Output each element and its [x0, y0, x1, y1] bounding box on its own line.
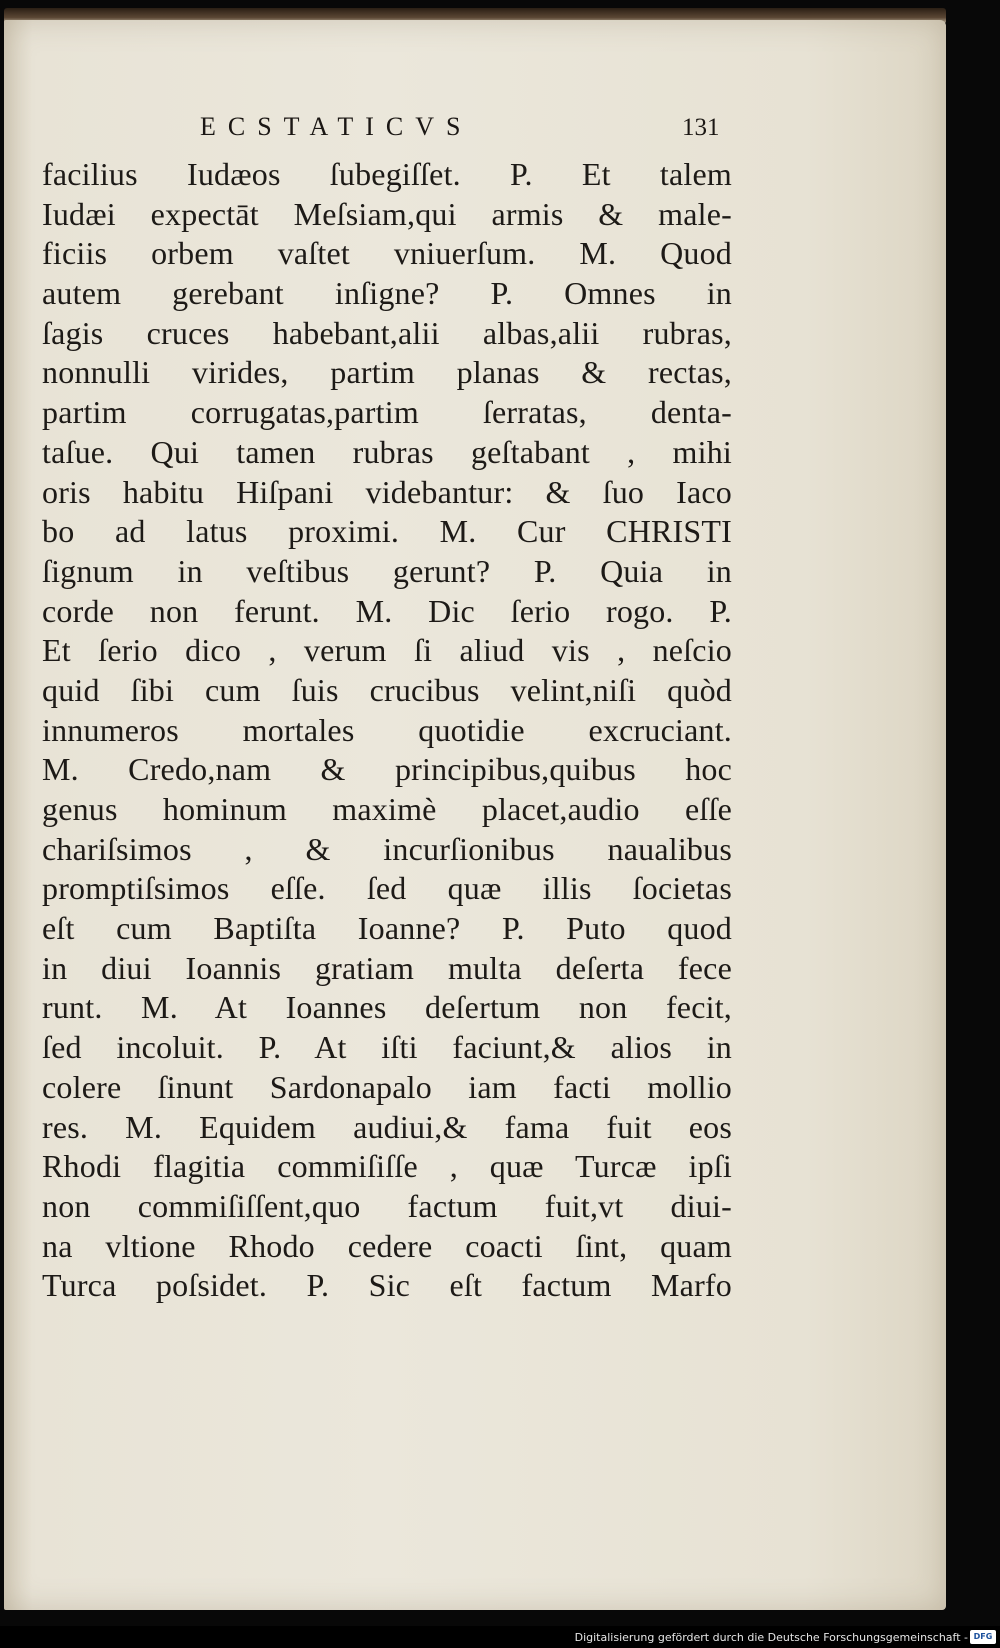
- text-line: ſagis cruces habebant,alii albas,alii rubras,: [42, 314, 732, 351]
- text-line: runt. M. At Ioannes deſertum non fecit,: [42, 989, 732, 1026]
- text-line: chariſsimos , & incurſionibus naualibus: [42, 830, 732, 867]
- text-line: facilius Iudæos ſubegiſſet. P. Et talem: [42, 156, 732, 192]
- running-title: ECSTATICVS: [200, 112, 473, 141]
- text-line: in diui Ioannis gratiam multa deſerta fece: [42, 949, 732, 986]
- text-line: taſue. Qui tamen rubras geſtabant , mihi: [42, 433, 732, 470]
- text-line: non commiſiſſent,quo factum fuit,vt diui-: [42, 1187, 732, 1224]
- text-line: genus hominum maximè placet,audio eſſe: [42, 791, 732, 827]
- text-line: ſignum in veſtibus gerunt? P. Quia in: [42, 552, 732, 589]
- text-line: Turca poſsidet. P. Sic eſt factum Marfo: [42, 1267, 732, 1304]
- text-line: innumeros mortales quotidie excruciant.: [42, 711, 732, 748]
- text-line: promptiſsimos eſſe. ſed quæ illis ſocietas: [42, 870, 732, 907]
- text-line: bo ad latus proximi. M. Cur CHRISTI: [42, 513, 732, 550]
- text-line: Et ſerio dico , verum ſi aliud vis , neſcio: [42, 632, 732, 669]
- page-number: 131: [682, 114, 720, 141]
- text-line: autem gerebant inſigne? P. Omnes in: [42, 275, 732, 312]
- text-line: res. M. Equidem audiui,& fama fuit eos: [42, 1108, 732, 1145]
- text-line: partim corrugatas,partim ſerratas, denta-: [42, 394, 732, 431]
- text-line: Iudæi expectāt Meſsiam,qui armis & male-: [42, 195, 732, 232]
- text-block: [42, 155, 732, 1306]
- text-line: corde non ferunt. M. Dic ſerio rogo. P.: [42, 592, 732, 629]
- text-line: nonnulli virides, partim planas & rectas,: [42, 354, 732, 391]
- text-line: oris habitu Hiſpani videbantur: & ſuo Iaco: [42, 473, 732, 510]
- text-line: quid ſibi cum ſuis crucibus velint,niſi quòd: [42, 671, 732, 708]
- dfg-logo: DFG: [970, 1630, 996, 1644]
- text-line: ficiis orbem vaſtet vniuerſum. M. Quod: [42, 235, 732, 272]
- funding-credit: Digitalisierung gefördert durch die Deutsche Forschungsgemeinschaft -: [574, 1631, 968, 1644]
- text-line: eſt cum Baptiſta Ioanne? P. Puto quod: [42, 910, 732, 947]
- text-line: Rhodi flagitia commiſiſſe , quæ Turcæ ipſi: [42, 1148, 732, 1185]
- text-line: na vltione Rhodo cedere coacti ſint, quam: [42, 1227, 732, 1264]
- text-line: ſed incoluit. P. At iſti faciunt,& alios in: [42, 1029, 732, 1066]
- text-line: colere ſinunt Sardonapalo iam facti mollio: [42, 1068, 732, 1105]
- text-line: M. Credo,nam & principibus,quibus hoc: [42, 751, 732, 788]
